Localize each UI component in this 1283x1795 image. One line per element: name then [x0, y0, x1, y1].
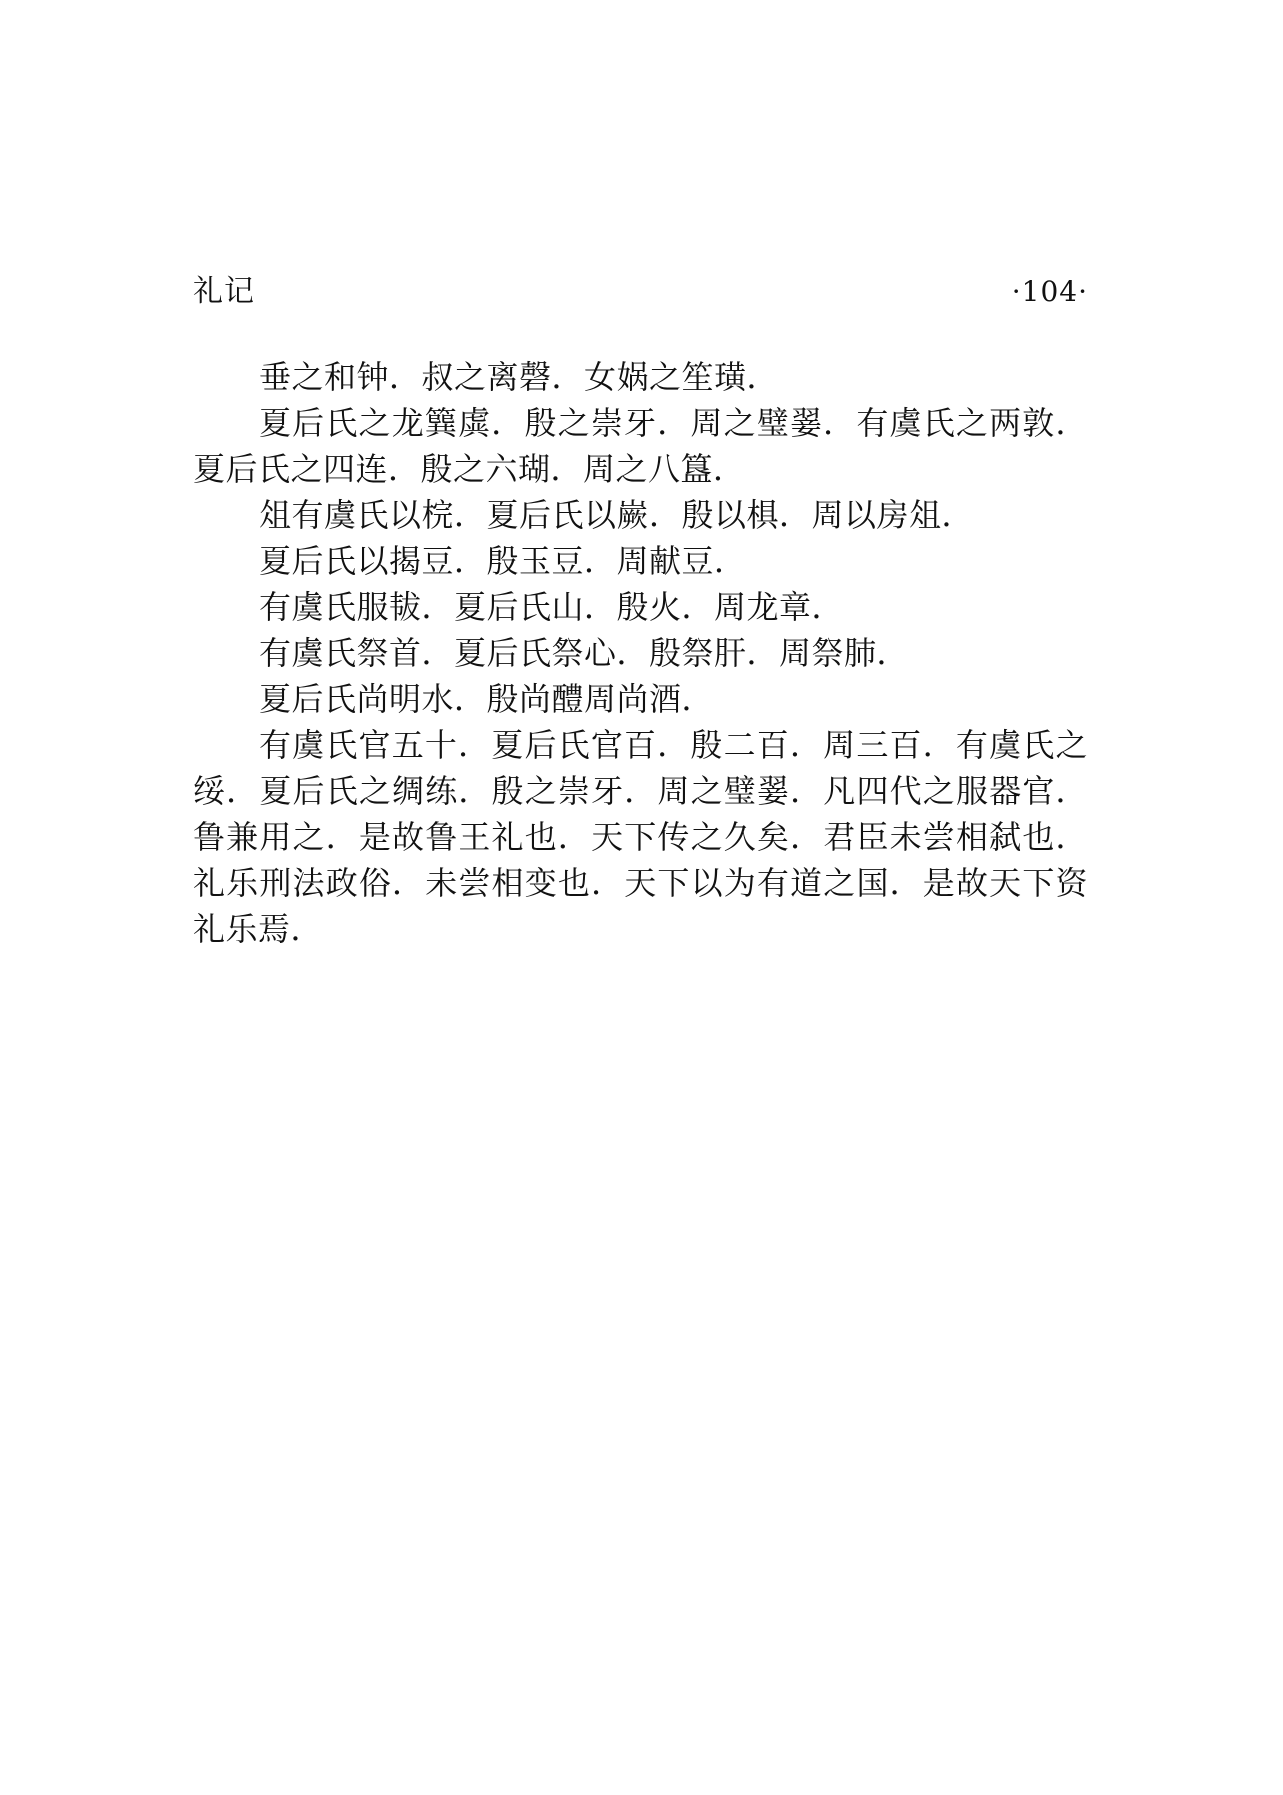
book-title: 礼记 — [193, 274, 255, 309]
page-header — [193, 270, 1088, 314]
paragraph: 夏后氏尚明水．殷尚醴周尚酒． — [259, 680, 715, 718]
paragraph: 有虞氏官五十．夏后氏官百．殷二百．周三百．有虞氏之绥．夏后氏之绸练．殷之崇牙．周之璧翣．凡四代之服器官．鲁兼用之．是故鲁王礼也．天下传之久矣．君臣未尝相弑也．礼乐刑法政俗．未尝相变也．天下以为有道之国．是故天下资礼乐焉． — [193, 726, 1088, 948]
paragraph: 有虞氏祭首．夏后氏祭心．殷祭肝．周祭肺． — [259, 634, 910, 672]
paragraph: 垂之和钟．叔之离磬．女娲之笙璜． — [259, 358, 780, 396]
paragraph: 夏后氏之龙簨虡．殷之崇牙．周之璧翣．有虞氏之两敦．夏后氏之四连．殷之六瑚．周之八簋． — [193, 404, 1088, 488]
body-text — [193, 354, 1088, 952]
paragraph: 俎有虞氏以梡．夏后氏以嶡．殷以椇．周以房俎． — [259, 496, 975, 534]
page-number: ·104· — [1011, 275, 1088, 308]
paragraph: 有虞氏服韨．夏后氏山．殷火．周龙章． — [259, 588, 845, 626]
paragraph: 夏后氏以揭豆．殷玉豆．周献豆． — [259, 542, 747, 580]
